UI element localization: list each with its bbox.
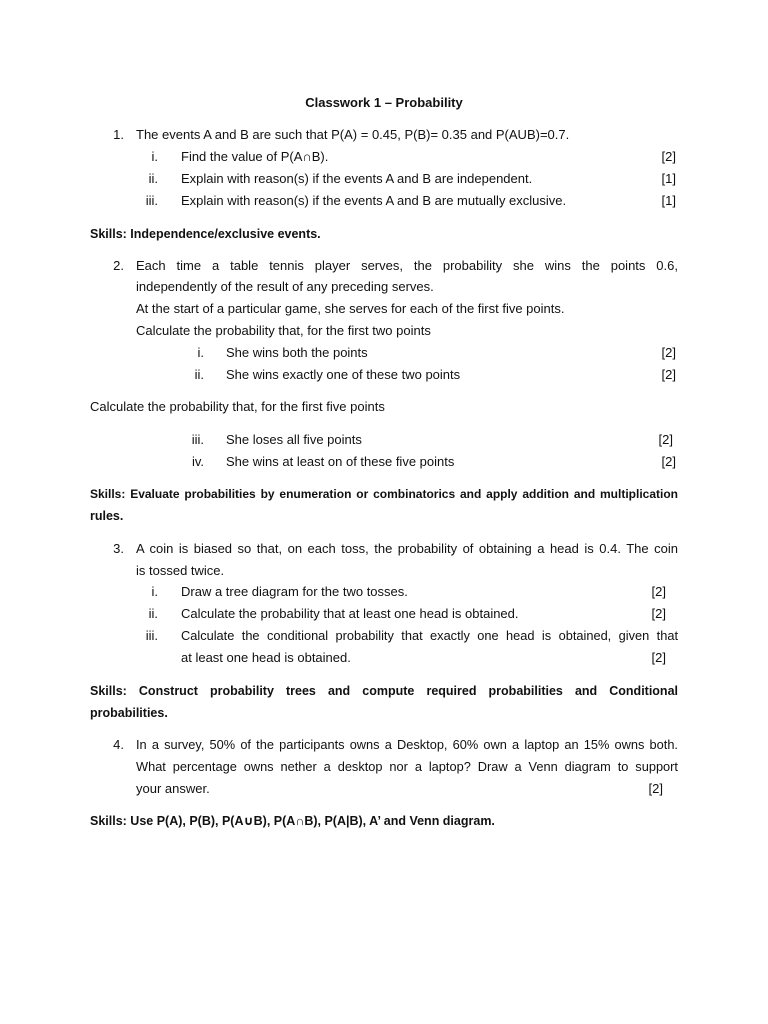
q2-intro-five-points: Calculate the probability that, for the first five points [90,399,385,414]
q4-skills: Skills: Use P(A), P(B), P(A∪B), P(A∩B), P(A|B), A’ and Venn diagram. [90,814,495,828]
q2-stem-line: Each time a table tennis player serves, the probability she wins the points 0.6, [136,258,678,273]
q2-stem-line: At the start of a particular game, she serves for each of the first five points. [136,301,565,316]
q3-part-text-cont: at least one head is obtained. [181,650,351,665]
q2-part-text: She wins exactly one of these two points [226,367,461,382]
q2-part-label: iii. [191,432,204,447]
q3-part-label: i. [151,584,158,599]
q1-part-label: i. [151,149,158,164]
q3-skills: Skills: Construct probability trees and compute required probabilities and Conditional [90,684,678,698]
q4-stem-line: What percentage owns nether a desktop nor a laptop? Draw a Venn diagram to support [136,759,678,774]
q2-stem-line: independently of the result of any preceding serves. [136,279,434,294]
q2-part-text: She wins at least on of these five points [226,454,455,469]
q2-part-label: ii. [194,367,204,382]
q3-part-label: ii. [148,606,158,621]
q4-mark: [2] [648,781,663,796]
q1-part-label: iii. [145,193,158,208]
q4-number: 4. [113,737,124,752]
q3-part-mark: [2] [651,650,666,665]
q3-part-mark: [2] [651,606,666,621]
q3-part-text: Calculate the conditional probability that exactly one head is obtained, given that [181,628,678,643]
q2-part-mark: [2] [661,367,676,382]
q3-number: 3. [113,541,124,556]
q1-part-text: Explain with reason(s) if the events A and B are independent. [181,171,533,186]
q2-part-mark: [2] [661,345,676,360]
q3-part-mark: [2] [651,584,666,599]
q1-part-mark: [1] [661,193,676,208]
q3-part-label: iii. [145,628,158,643]
q2-skills-cont: rules. [90,509,124,523]
q1-part-text: Explain with reason(s) if the events A and B are mutually exclusive. [181,193,567,208]
q2-part-label: iv. [191,454,204,469]
q2-part-label: i. [197,345,204,360]
q3-skills-cont: probabilities. [90,706,168,720]
q2-skills: Skills: Evaluate probabilities by enumeration or combinatorics and apply addition and multiplication [90,487,678,501]
q1-part-mark: [1] [661,171,676,186]
q1-part-text: Find the value of P(A∩B). [181,149,329,164]
q3-part-text: Calculate the probability that at least one head is obtained. [181,606,519,621]
q1-number: 1. [113,127,124,142]
page-title: Classwork 1 – Probability [305,95,463,110]
q4-stem-line: your answer. [136,781,210,796]
q4-stem-line: In a survey, 50% of the participants owns a Desktop, 60% own a laptop an 15% owns both. [136,737,678,752]
q3-stem-line: is tossed twice. [136,563,225,578]
q2-part-text: She wins both the points [226,345,368,360]
q3-part-text: Draw a tree diagram for the two tosses. [181,584,408,599]
q3-stem-line: A coin is biased so that, on each toss, the probability of obtaining a head is 0.4. The coin [136,541,678,556]
q1-stem: The events A and B are such that P(A) = 0.45, P(B)= 0.35 and P(AUB)=0.7. [136,127,570,142]
q2-number: 2. [113,258,124,273]
q1-skills: Skills: Independence/exclusive events. [90,227,321,241]
q1-part-label: ii. [148,171,158,186]
q1-part-mark: [2] [661,149,676,164]
q2-part-mark: [2] [661,454,676,469]
q2-part-mark: [2] [658,432,673,447]
q2-stem-line: Calculate the probability that, for the first two points [136,323,431,338]
q2-part-text: She loses all five points [226,432,362,447]
